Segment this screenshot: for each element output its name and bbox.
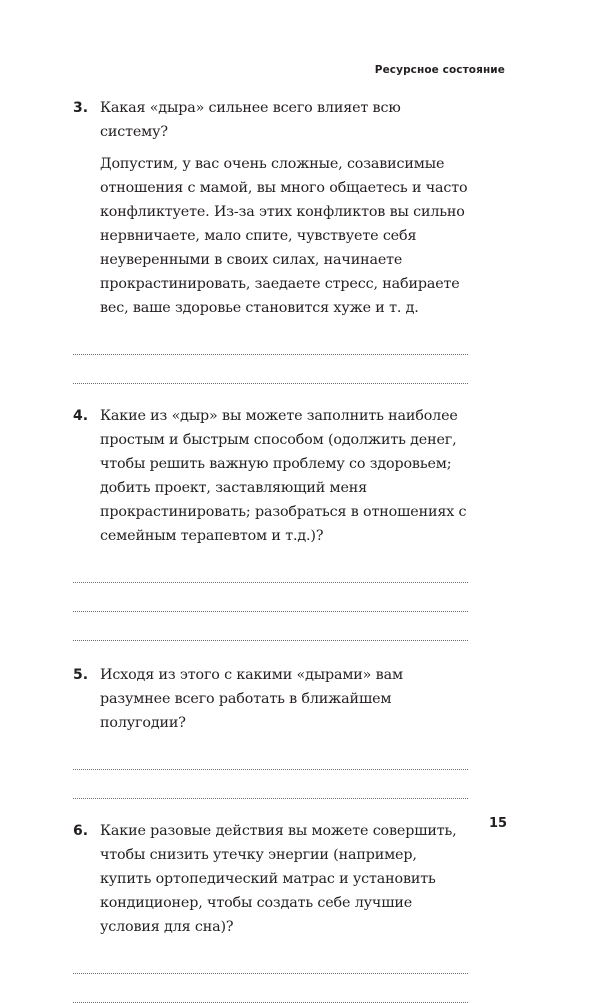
question-text: Какие разовые действия вы можете совершить, чтобы снизить утечку энергии (например, купить ортопедический матрас и установить кондиционер, чтобы создать себе лучшие условия для сна)? [100,823,457,935]
answer-line[interactable] [73,326,468,355]
answer-lines [73,326,468,384]
answer-lines [73,554,468,641]
question-header [73,663,468,735]
question-text: Какие из «дыр» вы можете заполнить наиболее простым и быстрым способом (одолжить денег, чтобы решить важную проблему со здоровьем; добить проект, заставляющий меня прокрастинировать; разобраться в отношениях с семейным терапевтом и т.д.)? [100,408,467,544]
question-header [73,404,468,548]
answer-lines [73,945,468,1003]
answer-line[interactable] [73,945,468,974]
question-number: 6. [73,823,89,839]
page-number: 15 [489,816,508,831]
question-4 [73,404,468,641]
answer-line[interactable] [73,355,468,384]
answer-line[interactable] [73,770,468,799]
question-3 [73,96,468,384]
answer-line[interactable] [73,741,468,770]
question-note: Допустим, у вас очень сложные, созависимые отношения с мамой, вы много общаетесь и часто конфликтуете. Из-за этих конфликтов вы сильно нервничаете, мало спите, чувствуете себя неуверенными в своих силах, начинаете прокрастинировать, заедаете стресс, набираете вес, ваше здоровье становится хуже и т. д. [100,156,468,316]
question-number: 5. [73,667,89,683]
answer-line[interactable] [73,974,468,1003]
question-5 [73,663,468,799]
running-header: Ресурсное состояние [374,64,505,76]
answer-line[interactable] [73,554,468,583]
answer-line[interactable] [73,583,468,612]
question-6 [73,819,468,1003]
question-number: 4. [73,408,89,424]
question-text: Какая «дыра» сильнее всего влияет всю систему? [100,100,401,140]
answer-line[interactable] [73,612,468,641]
question-header [73,819,468,939]
question-text: Исходя из этого с какими «дырами» вам разумнее всего работать в ближайшем полугодии? [100,667,403,731]
worksheet-content [73,96,468,1003]
answer-lines [73,741,468,799]
question-number: 3. [73,100,89,116]
question-header [73,96,468,144]
